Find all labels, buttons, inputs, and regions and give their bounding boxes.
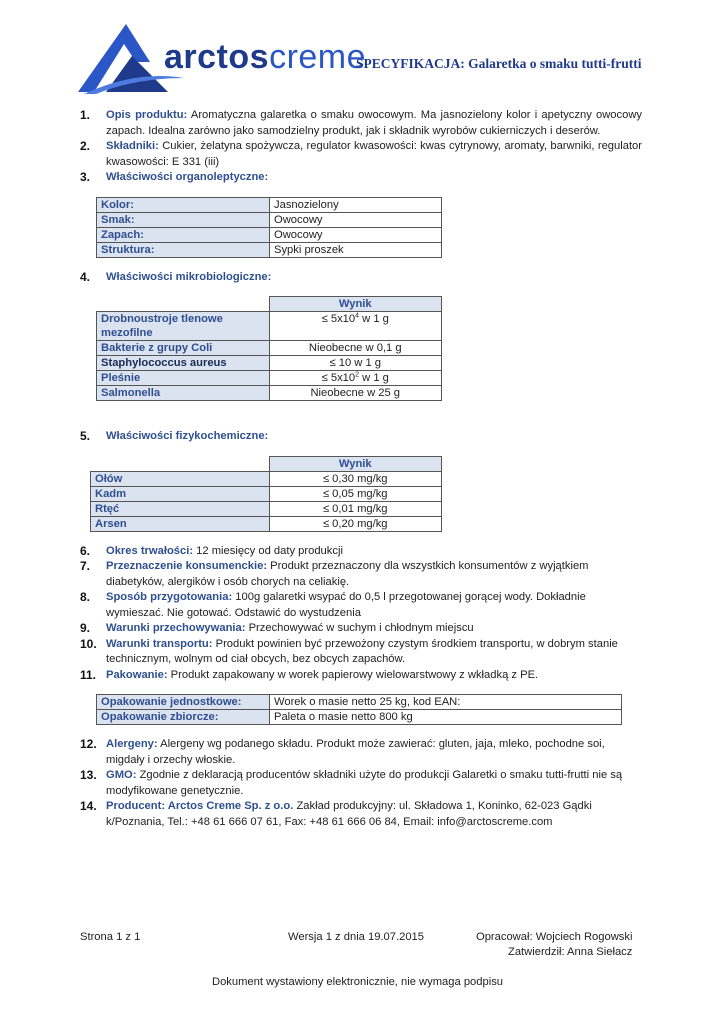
item-label: Przeznaczenie konsumenckie: [106,560,268,572]
table-row: Kolor: Jasnozielony [97,197,442,212]
organoleptic-table [96,197,442,258]
table-row: Rtęć ≤ 0,01 mg/kg [91,501,442,516]
company-logo [76,22,376,94]
table-row: Bakterie z grupy Coli Nieobecne w 0,1 g [97,341,442,356]
list-item: 11. Pakowanie: Produkt zapakowany w worek papierowy wielowarstwowy z wkładką z PE. [80,667,539,682]
list-item: 7. Przeznaczenie konsumenckie: Produkt przeznaczony dla wszystkich konsumentów z wyjątkiem diabetyków, alergików i osób chorych na celiakię. [80,559,589,588]
item-label: GMO: [106,769,137,781]
item-label: Warunki przechowywania: [106,622,246,634]
item-label: Alergeny: [106,738,158,750]
table-row: Wynik [97,297,442,312]
table-row: Zapach: Owocowy [97,227,442,242]
approved-by: Zatwierdził: Anna Siełacz [508,946,633,958]
item-label: Właściwości organoleptyczne: [106,171,269,183]
prepared-by: Opracował: Wojciech Rogowski [476,931,633,943]
footer-note: Dokument wystawiony elektronicznie, nie wymaga podpisu [212,976,504,988]
item-label: Okres trwałości: [106,544,194,557]
table-row: Struktura: Sypki proszek [97,242,442,257]
packaging-table [96,694,622,725]
physicochemical-table [90,456,442,532]
table-row: Staphylococcus aureus ≤ 10 w 1 g [97,356,442,371]
list-item: 5. Właściwości fizykochemiczne: [80,429,269,443]
list-item: 10. Warunki transportu: Produkt powinien być przewożony czystym środkiem transportu, w dobrym stanie technicznym, wolnym od ciał obcych, bez obcych zapachów. [80,636,618,665]
table-row: Kadm ≤ 0,05 mg/kg [91,486,442,501]
page-title: SPECYFIKACJA: Galaretka o smaku tutti-frutti [356,56,642,71]
item-label: Opis produktu: [106,109,188,121]
list-item: 2. Składniki: Cukier, żelatyna spożywcza, regulator kwasowości: kwas cytrynowy, aromaty, barwniki, regulator kwasowości: E 331 (iii) [80,139,643,168]
item-label: Producent: Arctos Creme Sp. z o.o. [106,800,294,812]
version-info: Wersja 1 z dnia 19.07.2015 [288,931,424,943]
microbiology-table [96,296,442,401]
item-label: Właściwości mikrobiologiczne: [106,270,272,283]
table-row: Pleśnie ≤ $5x10^2$ w 1 g [97,371,442,386]
table-row: Drobnoustroje tlenowe mezofilne ≤ $5x10^4$ w 1 g [97,312,442,341]
list-item: 3. Właściwości organoleptyczne: [80,170,269,184]
table-row: Opakowanie zbiorcze: Paleta o masie netto 800 kg [97,710,622,725]
specification-body [80,108,642,830]
page-number: Strona 1 z 1 [80,931,141,943]
brand-wordmark: arctoscreme [164,38,367,76]
list-item: 4. Właściwości mikrobiologiczne: [80,269,272,284]
list-item: 12. Alergeny: Alergeny wg podanego składu. Produkt może zawierać: gluten, jaja, mleko, pochodne soi, migdały i orzechy włoskie. [80,737,605,766]
item-label: Pakowanie: [106,668,168,681]
table-row: Smak: Owocowy [97,212,442,227]
item-label: Składniki: [106,140,159,152]
list-item: 14. Producent: Arctos Creme Sp. z o.o. Zakład produkcyjny: ul. Składowa 1, Koninko, 62-023 Gądki k/Poznania, Tel.: +48 61 666 07 61, Fax: +48 61 666 06 84, Email: info@arctoscreme.com [80,799,592,828]
table-row: Wynik [91,456,442,471]
list-item: 8. Sposób przygotowania: 100g galaretki wsypać do 0,5 l przegotowanej gorącej wody. Dokładnie wymieszać. Nie gotować. Odstawić do wystudzenia [80,590,586,619]
table-row: Salmonella Nieobecne w 25 g [97,386,442,401]
list-item: 6. Okres trwałości: 12 miesięcy od daty produkcji [80,543,343,558]
table-row: Opakowanie jednostkowe: Worek o masie netto 25 kg, kod EAN: [97,695,622,710]
list-item: 13. GMO: Zgodnie z deklaracją producentów składniki użyte do produkcji Galaretki o smaku tutti-frutti nie są modyfikowane genetycznie. [80,768,623,797]
list-item: 9. Warunki przechowywania: Przechowywać w suchym i chłodnym miejscu [80,621,474,635]
item-label: Warunki transportu: [106,637,213,650]
item-label: Sposób przygotowania: [106,591,233,603]
item-label: Właściwości fizykochemiczne: [106,430,269,442]
list-item: 1. Opis produktu: Aromatyczna galaretka o smaku owocowym. Ma jasnozielony kolor i apetyczny owocowy zapach. Idealna zarówno jako samodzielny produkt, jak i składnik wyrobów cukierniczych i deserów. [80,108,643,137]
table-row: Arsen ≤ 0,20 mg/kg [91,516,442,531]
table-row: Ołów ≤ 0,30 mg/kg [91,471,442,486]
